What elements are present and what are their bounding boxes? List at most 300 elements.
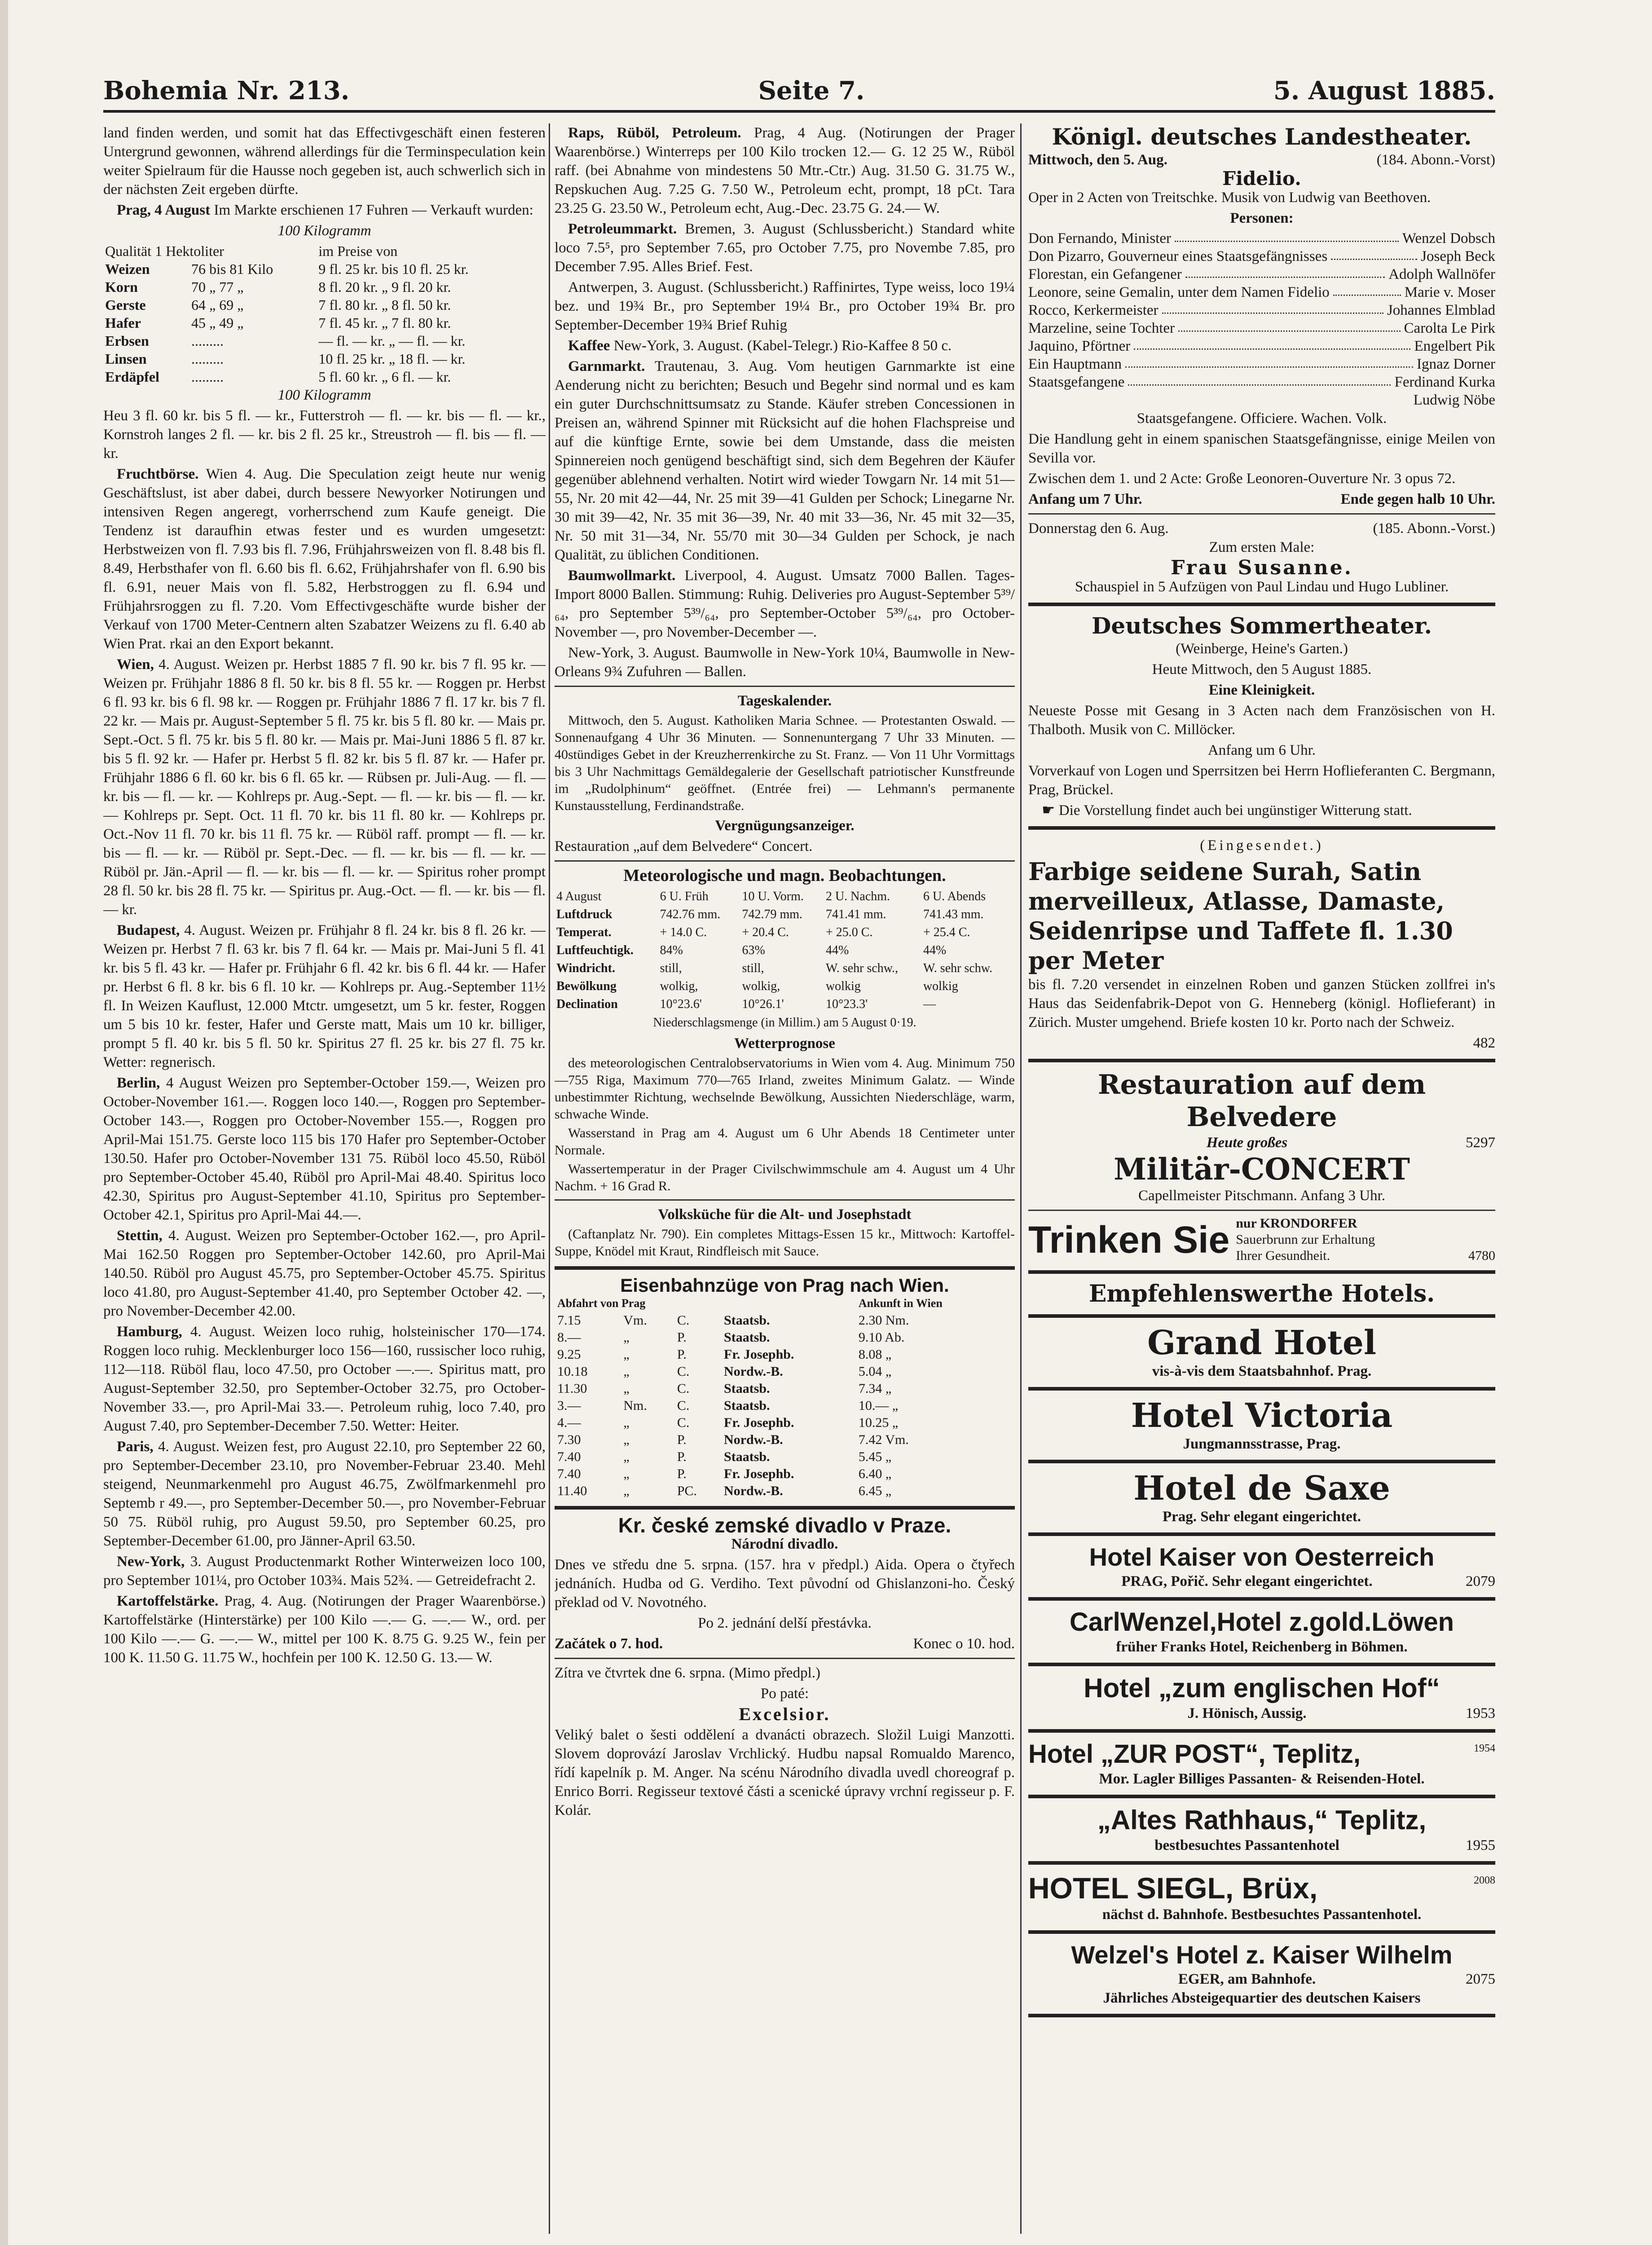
- table-cell: 10.— „: [858, 1398, 899, 1413]
- budapest-report: [103, 921, 546, 1072]
- table-row: [103, 296, 546, 314]
- role: Rocco, Kerkermeister: [1028, 302, 1159, 318]
- hotel-subrow: [1028, 1836, 1495, 1855]
- issue-date: 5. August 1885.: [1273, 76, 1495, 106]
- section-text: 4. August. Weizen pr. Frühjahr 8 fl. 24 kr. bis 8 fl. 26 kr. — Weizen pr. Herbst 7 fl. 63 kr. bis 7 fl. 64 kr. — Mais pr. Mai-Juni 5 fl. 41 kr. bis 5 fl. 43 kr. — Hafer pr. Frühjahr 6 fl. 42 kr. bis 6 fl. 44 kr. — Hafer pr. Herbst 6 fl. 8 kr. bis 6 fl. 10 kr. — Kohlreps pr. Aug.-September 11½ fl. In Weizen Kauflust, 12.000 Mtctr. umgesetzt, um 5 kr. fester, Roggen um 5 bis 10 kr. fester, Hafer und Gerste matt, Mais um 10 kr. billiger, prompt 5 fl. 40 kr. bis 5 fl. 50 kr. Spiritus 27 fl. 25 kr. bis 27 fl. 75 kr. Wetter: regnerisch.: [103, 922, 546, 1070]
- belvedere-sub: Capellmeister Pitschmann. Anfang 3 Uhr.: [1138, 1188, 1385, 1204]
- divider: [555, 1199, 1015, 1201]
- actor: Carolta Le Pirk: [1404, 320, 1495, 336]
- table-cell: Nordw.-B.: [724, 1432, 783, 1447]
- table-cell: Luftdruck: [556, 907, 612, 921]
- czech-theatre-tomorrow: Zítra ve čtvrtek dne 6. srpna. (Mimo předpl.): [555, 1665, 820, 1681]
- cast-row: [1028, 247, 1495, 265]
- vergnuegung-title: Vergnügungsanzeiger.: [715, 818, 855, 834]
- hotel-name: Grand Hotel: [1147, 1324, 1377, 1362]
- table-cell: 7.40: [557, 1466, 581, 1481]
- actor: Ludwig Nöbe: [1413, 392, 1495, 408]
- unit-label: 100 Kilogramm: [278, 387, 371, 403]
- table-cell: 7 fl. 80 kr. „ 8 fl. 50 kr.: [318, 297, 451, 313]
- section-text: Prag, 4. Aug. (Notirungen der Prager Waarenbörse.) Kartoffelstärke (Hinterstärke) per 100 Kilo —.— G. —.— W., ord. per 100 Kilo —.— G. —.— W., mittel per 100 K. 8.75 G. 9.25 W., fein per 100 K. 11.50 G. 11.75 W., hochfein per 100 K. 12.50 G. 13.— W.: [103, 1593, 546, 1666]
- table-cell: 4.—: [557, 1415, 581, 1430]
- table-cell: 741.43 mm.: [923, 907, 984, 921]
- table-row: [103, 332, 546, 350]
- divider: [555, 686, 1015, 687]
- table-cell: Fr. Josephb.: [724, 1466, 794, 1481]
- role: Staatsgefangene: [1028, 374, 1125, 390]
- wetter-text: des meteorologischen Centralobservatoriums in Wien vom 4. Aug. Minimum 750—755 Riga, Maximum 770—765 Irland, zweites Minimum Galatz. — Winde unbestimmter Richtung, wechselnde Bewölkung, Aussichten Niederschläge, warm, schwache Winde.: [555, 1056, 1015, 1122]
- sommertheater-vorverkauf: Vorverkauf von Logen und Sperrsitzen bei Herrn Hoflieferanten C. Bergmann, Prag, Brückel.: [1028, 763, 1495, 798]
- kalender-text: Mittwoch, den 5. August. Katholiken Maria Schnee. — Protestanten Oswald. — Sonnenaufgang 4 Uhr 36 Minuten. — Sonnenuntergang 7 Uhr 33 Minuten. — 40stündiges Gebet in der Kreuzherrenkirche zu St. Franz. — Von 11 Uhr Vormittags bis 3 Uhr Nachmittags Gemäldegalerie der Gesellschaft patriotischer Kunstfreunde im „Rudolphinum“ geöffnet. (Entrée frei) — Lehmann's permanente Kunstausstellung, Ferdinandstraße.: [555, 713, 1015, 813]
- table-cell: 76 bis 81 Kilo: [191, 261, 273, 277]
- table-cell: Nm.: [623, 1398, 647, 1413]
- table-header: Ankunft in Wien: [858, 1297, 943, 1310]
- note-text: Die Vorstellung findet auch bei ungünstiger Witterung statt.: [1058, 802, 1412, 819]
- berlin-report: [103, 1074, 546, 1224]
- table-cell: .........: [191, 369, 224, 385]
- role: Leonore, seine Gemalin, unter dem Namen Fidelio: [1028, 284, 1330, 300]
- section-head: Kaffee: [568, 338, 610, 354]
- table-cell: 84%: [660, 943, 683, 957]
- ad-number: 2079: [1466, 1573, 1495, 1589]
- cast-row: [1028, 355, 1495, 373]
- hotel-ad: [1028, 1940, 1495, 2007]
- czech-theatre-times: [555, 1634, 1015, 1653]
- role: Don Fernando, Minister: [1028, 230, 1172, 247]
- table-cell: 7.34 „: [858, 1381, 892, 1396]
- raps-report: [555, 123, 1015, 218]
- train-table: [555, 1295, 1015, 1500]
- date: Mittwoch, den 5. Aug.: [1028, 152, 1167, 168]
- hotel-sub: EGER, am Bahnhofe.: [1178, 1971, 1316, 1987]
- czech-theatre-title: Kr. české zemské divadlo v Praze.: [618, 1514, 952, 1537]
- actor: Joseph Beck: [1421, 248, 1495, 264]
- hotel-ad: [1028, 1673, 1495, 1723]
- ad-number: 1955: [1466, 1837, 1495, 1853]
- section-text: 3. August Productenmarkt Rother Winterweizen loco 100, pro September 101¼, pro October 103¾. Mais 52¾. — Getreidefracht 2.: [103, 1554, 546, 1589]
- table-cell: C.: [677, 1313, 690, 1328]
- hotel-sub: J. Hönisch, Aussig.: [1187, 1705, 1307, 1721]
- table-row: [555, 1448, 1015, 1466]
- prag-market: [103, 201, 546, 220]
- divider: [1028, 1210, 1495, 1211]
- header-rule: [103, 110, 1495, 113]
- sommertheater-note: [1028, 801, 1495, 820]
- table-cell: Staatsb.: [724, 1313, 770, 1328]
- hotel-subrow: [1028, 1572, 1495, 1591]
- table-cell: + 25.0 C.: [825, 925, 873, 939]
- hotel-subrow: [1028, 1970, 1495, 1989]
- czech-theatre-sub: Národní divadlo.: [731, 1536, 838, 1552]
- table-cell: 7 fl. 45 kr. „ 7 fl. 80 kr.: [318, 315, 451, 331]
- actor: Ferdinand Kurka: [1394, 374, 1495, 390]
- table-cell: 10°23.3': [825, 997, 868, 1011]
- table-row: [555, 1466, 1015, 1483]
- opera-desc: Oper in 2 Acten von Treitschke. Musik von Ludwig van Beethoven.: [1028, 189, 1431, 206]
- fruchtboerse: [103, 465, 546, 653]
- kaffee-report: [555, 336, 1015, 355]
- divider: [1028, 1059, 1495, 1062]
- table-cell: Fr. Josephb.: [724, 1347, 794, 1362]
- actor: Johannes Elmblad: [1387, 302, 1495, 318]
- divider: [1028, 1729, 1495, 1733]
- table-header-row: [103, 242, 546, 260]
- table-cell: Temperat.: [556, 925, 612, 939]
- table-cell: Staatsb.: [724, 1381, 770, 1396]
- section-head: Paris,: [117, 1439, 154, 1455]
- ad-number: 4780: [1468, 1248, 1495, 1263]
- cast-row: [1028, 391, 1495, 409]
- cast-row: [1028, 319, 1495, 337]
- czech-theatre-text: Dnes ve středu dne 5. srpna. (157. hra v předpl.) Aida. Opera o čtyřech jednáních. Hudba od G. Verdiho. Text původní od Ghislanzoni-ho. Český překlad od V. Novotného.: [555, 1557, 1015, 1611]
- table-cell: C.: [677, 1398, 690, 1413]
- section-head: Fruchtbörse.: [117, 466, 199, 482]
- silk-ad-text: bis fl. 7.20 versendet in einzelnen Roben und ganzen Stücken zollfrei in's Haus das Seidenfabrik-Depot von G. Henneberg (königl. Hoflieferant) in Zürich. Muster umgehend. Briefe kosten 10 kr. Porto nach der Schweiz.: [1028, 977, 1495, 1030]
- table-header: Abfahrt von Prag: [557, 1297, 646, 1310]
- section-head: Raps, Rüböl, Petroleum.: [568, 125, 741, 141]
- dot-leader: [1178, 319, 1401, 332]
- divider: [1028, 2014, 1495, 2017]
- table-cell: wolkig,: [742, 979, 780, 993]
- table-cell: 742.76 mm.: [660, 907, 721, 921]
- role: Ein Hauptmann: [1028, 356, 1122, 372]
- hotel-ad: [1028, 1805, 1495, 1855]
- table-cell: 7.30: [557, 1432, 581, 1447]
- table-header: [721, 1295, 856, 1312]
- hotel-subrow: [1028, 1704, 1495, 1723]
- play-desc: Schauspiel in 5 Aufzügen von Paul Lindau und Hugo Lubliner.: [1075, 579, 1449, 595]
- table-row: [555, 906, 1015, 924]
- table-cell: + 20.4 C.: [742, 925, 789, 939]
- newyork-report: [103, 1552, 546, 1590]
- silk-ad-title: Farbige seidene Surah, Satin merveilleux, Atlasse, Damaste, Seidenripse und Taffete fl. 1.30 per Meter: [1028, 857, 1453, 975]
- cast-row: [1028, 265, 1495, 283]
- table-row: [555, 1431, 1015, 1448]
- table-cell: 5 fl. 60 kr. „ 6 fl. — kr.: [318, 369, 451, 385]
- section-text: 4. August. Weizen pr. Herbst 1885 7 fl. 90 kr. bis 7 fl. 95 kr. — Weizen pr. Frühjahr 1886 8 fl. 50 kr. bis 8 fl. 55 kr. — Roggen pr. Herbst 6 fl. 93 kr. bis 6 fl. 98 kr. — Roggen pr. Frühjahr 1886 7 fl. 17 kr. bis 7 fl. 22 kr. — Mais pr. August-September 5 fl. 75 kr. bis 5 fl. 80 kr. — Mais pr. Sept.-Oct. 5 fl. 75 kr. bis 5 fl. 80 kr. — Mais pr. Mai-Juni 1886 5 fl. 87 kr. bis 5 fl. 92 kr. — Hafer pr. Herbst 5 fl. 82 kr. bis 5 fl. 87 kr. — Hafer pr. Frühjahr 1886 6 fl. 60 kr. bis 6 fl. 65 kr. — Rübsen pr. Juli-Aug. — fl. — kr. bis — fl. — kr. — Kohlreps pr. Aug.-Sept. — fl. — kr. bis — fl. — kr. — Kohlreps pr. Sept. Oct. 11 fl. 70 kr. bis 11 fl. 80 kr. — Kohlreps pr. Oct.-Nov 11 fl. 70 kr. bis 11 fl. 75 kr. — Rüböl raff. prompt — fl. — kr. bis — fl. — kr. — Rüböl pr. Sept.-Dec. — fl. — kr. bis — fl. — kr. — Rüböl pr. Jän.-April — fl. — kr. bis — fl. — kr. — Spiritus roher prompt 28 fl. 50 kr. bis 28 fl. 75 kr. — Spiritus pr. Aug.-Oct. — fl. — kr. bis — fl. — kr.: [103, 656, 546, 918]
- table-cell: 11.40: [557, 1483, 587, 1498]
- role: Florestan, ein Gefangener: [1028, 266, 1182, 282]
- table-cell: + 25.4 C.: [923, 925, 970, 939]
- wassertemperatur: Wassertemperatur in der Prager Civilschwimmschule am 4. August um 4 Uhr Nachm. + 16 Grad R.: [555, 1162, 1015, 1193]
- actor: Ignaz Dorner: [1417, 356, 1495, 372]
- antwerpen-report: Antwerpen, 3. August. (Schlussbericht.) Raffinirtes, Type weiss, loco 19¼ bez. und 19¾ Br., pro September 19¼ Br., pro October 19¾ Br. pro September-December 19¾ Brief Ruhig: [555, 279, 1015, 333]
- section-text: New-York, 3. August. (Kabel-Telegr.) Rio-Kaffee 8 50 c.: [613, 338, 952, 354]
- table-cell: 10 fl. 25 kr. „ 18 fl. — kr.: [318, 351, 466, 367]
- hotel-name: Hotel „ZUR POST“, Teplitz,: [1028, 1739, 1361, 1769]
- sommertheater-begin: Anfang um 6 Uhr.: [1207, 742, 1316, 758]
- wetter-title: Wetterprognose: [734, 1035, 835, 1052]
- divider: [555, 1266, 1015, 1270]
- table-header: 4 August: [556, 889, 602, 903]
- table-header-row: [555, 1295, 1015, 1312]
- table-cell: „: [623, 1432, 630, 1447]
- table-cell: 5.04 „: [858, 1364, 892, 1379]
- table-cell: Declination: [556, 997, 618, 1011]
- table-row: [555, 1312, 1015, 1329]
- section-text: Liverpool, 4. August. Umsatz 7000 Ballen. Tages-Import 8000 Ballen. Stimmung: Ruhig. Deliveries pro August-September 5³⁹/₆₄, pro September 5³⁹/₆₄, pro September-October 5³⁹/₆₄, pro October-November —, pro November-December —.: [555, 568, 1015, 640]
- train-title: Eisenbahnzüge von Prag nach Wien.: [620, 1275, 949, 1296]
- page-edge: [0, 0, 8, 2245]
- table-cell: C.: [677, 1415, 690, 1430]
- start-time: Začátek o 7. hod.: [555, 1636, 663, 1652]
- hotel-sub: vis-à-vis dem Staatsbahnhof. Prag.: [1152, 1363, 1372, 1379]
- hotel-tagline: Jährliches Absteigequartier des deutschen Kaisers: [1103, 1990, 1421, 2006]
- kartoffel-report: [103, 1592, 546, 1667]
- sommertheater-desc: Neueste Posse mit Gesang in 3 Acten nach dem Französischen von H. Thalboth. Musik von C. Millöcker.: [1028, 703, 1495, 738]
- ad-number: 1953: [1466, 1705, 1495, 1721]
- end-time: Ende gegen halb 10 Uhr.: [1340, 491, 1495, 507]
- divider: [1028, 1597, 1495, 1601]
- divider: [1028, 603, 1495, 606]
- table-cell: P.: [677, 1330, 687, 1345]
- table-cell: 10.18: [557, 1364, 588, 1379]
- dot-leader: [1331, 247, 1417, 260]
- table-cell: P.: [677, 1466, 687, 1481]
- ad-number: 2008: [1474, 1875, 1495, 1886]
- table-cell: 5.45 „: [858, 1449, 892, 1464]
- section-text: Prag, 4 Aug. (Notirungen der Prager Waarenbörse.) Winterreps per 100 Kilo trocken 12.— G. 12 25 W., Rüböl raff. (bei Abnahme von mindestens 50 Mtr.-Ctr.) Aug. 31.50 G. 31.75 W., Repskuchen Aug. 7.25 G. 7.50 W., Petroleum echt, prompt, 18 pCt. Tara 23.25 G. 23.50 W., Petroleum echt, Aug.-Dec. 23.75 G. 24.— W.: [555, 125, 1015, 216]
- cast-row: [1028, 301, 1495, 319]
- landestheater-date: [1028, 150, 1495, 169]
- table-cell: Windricht.: [556, 961, 615, 975]
- newyork-baumwolle: New-York, 3. August. Baumwolle in New-York 10¼, Baumwolle in New-Orleans 9¾ Zufuhren — Ballen.: [555, 645, 1015, 680]
- table-row: [555, 1483, 1015, 1500]
- niederschlag: Niederschlagsmenge (in Millim.) am 5 August 0·19.: [653, 1016, 916, 1030]
- table-cell: 10°26.1': [742, 997, 784, 1011]
- cast-row: [1028, 373, 1495, 391]
- column-markets: [103, 123, 546, 2234]
- table-row: [555, 1380, 1015, 1397]
- table-row: [555, 924, 1015, 942]
- ad-number: 5297: [1466, 1135, 1495, 1151]
- column-divider: [1020, 123, 1022, 2234]
- column-news: [555, 123, 1015, 2234]
- table-cell: 44%: [923, 943, 947, 957]
- meteo-table: [555, 888, 1015, 1013]
- table-cell: 10°23.6': [660, 997, 702, 1011]
- table-cell: still,: [742, 961, 764, 975]
- table-row: [555, 942, 1015, 960]
- table-cell: Nordw.-B.: [724, 1483, 783, 1498]
- hotels-title: Empfehlenswerthe Hotels.: [1088, 1280, 1435, 1307]
- actor: Engelbert Pik: [1414, 338, 1495, 354]
- czech-theatre-ballet: Veliký balet o šesti oddělení a dvanácti obrazech. Složil Luigi Manzotti. Slovem doprovází Jaroslav Vrchlický. Hudbu napsal Romualdo Marenco, řídí kapelník p. M. Anger. Na scénu Národního divadla uvedl choreograf p. Enrico Borri. Regisseur textové části a scenické úpravy vrchní regisseur p. F. Kolár.: [555, 1727, 1015, 1818]
- date: Donnerstag den 6. Aug.: [1028, 520, 1169, 537]
- section-text: 4. August. Weizen pro September-October 162.—, pro April-Mai 162.50 Roggen pro September-October 142.60, pro April-Mai 140.50. Rüböl pro August 45.75, pro September-October 45.75. Spiritus loco 41.80, pro August-September 41.40, pro September October 42. —, pro November-December 42.00.: [103, 1228, 546, 1319]
- stettin-report: [103, 1226, 546, 1321]
- dot-leader: [1185, 265, 1385, 278]
- hotel-ad: [1028, 1542, 1495, 1591]
- section-head: New-York,: [117, 1554, 185, 1570]
- eingesendet-label: (Eingesendet.): [1200, 837, 1324, 854]
- hotel-sub: nächst d. Bahnhofe. Bestbesuchtes Passantenhotel.: [1102, 1906, 1422, 1923]
- show-times: [1028, 490, 1495, 509]
- hotel-sub: früher Franks Hotel, Reichenberg in Böhmen.: [1116, 1639, 1408, 1655]
- dot-leader: [1134, 337, 1410, 350]
- table-cell: 11.30: [557, 1381, 587, 1396]
- table-cell: C.: [677, 1381, 690, 1396]
- table-row: [555, 1397, 1015, 1414]
- abonn: (184. Abonn.-Vorst): [1376, 152, 1495, 168]
- table-header: Qualität 1 Hektoliter: [105, 243, 224, 259]
- table-cell: 9 fl. 25 kr. bis 10 fl. 25 kr.: [318, 261, 469, 277]
- page-number: Seite 7.: [758, 76, 865, 106]
- divider: [1028, 1532, 1495, 1536]
- trinken-line: nur KRONDORFER: [1236, 1216, 1357, 1231]
- hotel-name: Hotel Kaiser von Oesterreich: [1089, 1543, 1435, 1571]
- table-cell: —: [923, 997, 936, 1011]
- table-row: [555, 995, 1015, 1013]
- trinken-big: Trinken Sie: [1028, 1219, 1230, 1261]
- table-cell: 8.—: [557, 1330, 581, 1345]
- role: Marzeline, seine Tochter: [1028, 320, 1175, 336]
- trinken-lines: [1229, 1215, 1495, 1264]
- ad-number: 482: [1473, 1035, 1495, 1051]
- trinken-ad: [1028, 1215, 1495, 1264]
- table-cell: „: [623, 1415, 630, 1430]
- table-row: [103, 260, 546, 278]
- divider: [555, 860, 1015, 862]
- hotel-ad: [1028, 1397, 1495, 1453]
- table-cell: 742.79 mm.: [742, 907, 803, 921]
- table-cell: „: [623, 1381, 630, 1396]
- table-header: 6 U. Abends: [923, 889, 986, 903]
- section-head: Hamburg,: [117, 1324, 182, 1340]
- dot-leader: [1032, 391, 1410, 404]
- kalender-title: Tageskalender.: [737, 693, 832, 709]
- table-cell: .........: [191, 333, 224, 349]
- table-cell: „: [623, 1347, 630, 1362]
- column-ads: [1028, 123, 1495, 2234]
- play-title: Frau Susanne.: [1171, 556, 1353, 579]
- section-text: Wien 4. Aug. Die Speculation zeigt heute nur wenig Geschäftslust, ist aber dabei, durch bessere Newyorker Notirungen und intensiven Regen angeregt, vorherrschend zum Kaufe geneigt. Die Tendenz ist daraufhin etwas fester und es wurden umgesetzt: Herbstweizen von fl. 7.93 bis fl. 7.96, Frühjahrsweizen von fl. 8.48 bis fl. 8.49, Herbsthafer von fl. 6.60 bis fl. 6.62, Frühjahrshafer von fl. 6.90 bis fl. 6.91, neuer Mais von fl. 5.82, Herbstroggen zu fl. 6.94 und Frühjahrsroggen zu fl. 7.20. Vom Effectivgeschäfte wurde bisher der Verkauf von 1700 Meter-Centnern alten Szabatzer Weizens zu fl. 6.40 ab Wien Prat. rkai an den Export bekannt.: [103, 466, 546, 652]
- table-cell: .........: [191, 351, 224, 367]
- staff-line: Staatsgefangene. Officiere. Wachen. Volk.: [1137, 410, 1387, 427]
- meteo-title: Meteorologische und magn. Beobachtungen.: [623, 866, 946, 885]
- table-cell: „: [623, 1466, 630, 1481]
- table-cell: Korn: [105, 279, 138, 295]
- table-cell: 7.42 Vm.: [858, 1432, 909, 1447]
- hotel-sub: Prag. Sehr elegant eingerichtet.: [1162, 1509, 1361, 1525]
- table-cell: W. sehr schw.: [923, 961, 993, 975]
- hotel-name: HOTEL SIEGL, Brüx,: [1028, 1871, 1318, 1905]
- cast-row: [1028, 283, 1495, 301]
- table-cell: „: [623, 1364, 630, 1379]
- dot-leader: [1175, 229, 1399, 242]
- table-row: [555, 1414, 1015, 1431]
- section-head: Baumwollmarkt.: [568, 568, 676, 584]
- section-head: Stettin,: [117, 1228, 163, 1244]
- table-cell: 2.30 Nm.: [858, 1313, 909, 1328]
- table-cell: „: [623, 1449, 630, 1464]
- section-text: Bremen, 3. August (Schlussbericht.) Standard white loco 7.5⁵, pro September 7.65, pro October 7.75, pro Novembe 7.85, pro December 7.95. Alles Brief. Fest.: [555, 221, 1015, 275]
- table-cell: 6.40 „: [858, 1466, 892, 1481]
- hotel-name: „Altes Rathhaus,“ Teplitz,: [1097, 1805, 1427, 1835]
- hotel-name: Welzel's Hotel z. Kaiser Wilhelm: [1071, 1941, 1453, 1969]
- ad-number: 1954: [1474, 1743, 1495, 1754]
- divider: [555, 1658, 1015, 1659]
- landestheater-title: Königl. deutsches Landestheater.: [1052, 123, 1472, 150]
- hotel-ad: [1028, 1871, 1495, 1924]
- table-row: [103, 278, 546, 296]
- table-cell: still,: [660, 961, 682, 975]
- table-cell: Erdäpfel: [105, 369, 159, 385]
- prag-head: Prag, 4 August: [117, 202, 211, 218]
- section-text: 4. August. Weizen fest, pro August 22.10, pro September 22 60, pro September-December 23.10, pro November-Februar 23.40. Mehl steigend, Neunmarkenmehl pro August 46.75, Zwölfmarkenmehl pro Septemb r 49.—, pro September-December 50.—, pro November-Februar 50 75. Rüböl ruhig, pro August 59.50, pro September 60.25, pro September-December 61.00, pro Jänner-April 63.50.: [103, 1439, 546, 1549]
- belvedere-subrow: [1028, 1133, 1495, 1152]
- newspaper-name: Bohemia Nr. 213.: [103, 76, 350, 106]
- hotel-ad: [1028, 1607, 1495, 1656]
- hotel-sub: bestbesuchtes Passantenhotel: [1154, 1837, 1339, 1853]
- table-cell: Linsen: [105, 351, 147, 367]
- section-head: Garnmarkt.: [568, 358, 645, 374]
- table-header: 2 U. Nachm.: [825, 889, 890, 903]
- table-cell: 70 „ 77 „: [191, 279, 244, 295]
- table-cell: 64 „ 69 „: [191, 297, 244, 313]
- first-time-label: Zum ersten Male:: [1209, 539, 1315, 555]
- table-cell: 44%: [825, 943, 849, 957]
- table-cell: 9.10 Ab.: [858, 1330, 905, 1345]
- table-cell: Hafer: [105, 315, 141, 331]
- start-time: Anfang um 7 Uhr.: [1028, 491, 1142, 507]
- table-cell: „: [623, 1483, 630, 1498]
- table-cell: Luftfeuchtigk.: [556, 943, 634, 957]
- table-cell: W. sehr schw.,: [825, 961, 899, 975]
- table-row: [103, 368, 546, 386]
- hotel-sub: PRAG, Pořič. Sehr elegant eingerichtet.: [1121, 1573, 1373, 1589]
- divider: [1028, 1795, 1495, 1798]
- divider: [1028, 1861, 1495, 1865]
- hotel-sub: Jungmannsstrasse, Prag.: [1183, 1436, 1341, 1452]
- table-cell: 8.08 „: [858, 1347, 892, 1362]
- sommertheater-loc: (Weinberge, Heine's Garten.): [1176, 641, 1348, 657]
- belvedere-title: Restauration auf dem Belvedere: [1097, 1069, 1426, 1133]
- divider: [1028, 513, 1495, 515]
- heu-prices: Heu 3 fl. 60 kr. bis 5 fl. — kr., Futterstroh — fl. — kr. bis — fl. — kr., Kornstroh langes 2 fl. — kr. bis 2 fl. 25 kr., Streustroh — fl. bis — fl. — kr.: [103, 408, 546, 462]
- table-cell: 63%: [742, 943, 765, 957]
- czech-theatre-pate: Po paté:: [760, 1686, 809, 1702]
- table-cell: C.: [677, 1364, 690, 1379]
- table-cell: 3.—: [557, 1398, 581, 1413]
- table-cell: 741.41 mm.: [825, 907, 886, 921]
- section-head: Berlin,: [117, 1075, 160, 1091]
- hotel-name: Hotel „zum englischen Hof“: [1084, 1673, 1440, 1703]
- section-head: Kartoffelstärke.: [117, 1593, 219, 1609]
- paris-report: [103, 1437, 546, 1550]
- role: Don Pizarro, Gouverneur eines Staatsgefängnisses: [1028, 248, 1328, 264]
- table-row: [103, 350, 546, 368]
- market-intro: land finden werden, und somit hat das Effectivgeschäft einen festeren Untergrund gewonnen, während allerdings für die Terminspeculation kein weiter Spielraum für die Hausse noch gegeben ist, auch schwerlich sich in der nächsten Zeit ergeben dürfte.: [103, 125, 546, 198]
- divider: [555, 1506, 1015, 1510]
- table-cell: — fl. — kr. „ — fl. — kr.: [318, 333, 466, 349]
- section-head: Budapest,: [117, 922, 180, 938]
- table-cell: Nordw.-B.: [724, 1364, 783, 1379]
- next-show-date: [1028, 519, 1495, 538]
- table-cell: P.: [677, 1449, 687, 1464]
- czech-theatre-break: Po 2. jednání delší přestávka.: [698, 1615, 872, 1631]
- trinken-line: Ihrer Gesundheit.: [1236, 1248, 1330, 1263]
- sommertheater-play: Eine Kleinigkeit.: [1208, 682, 1315, 698]
- prag-text: Im Markte erschienen 17 Fuhren — Verkauft wurden:: [214, 202, 533, 218]
- table-cell: 7.15: [557, 1313, 581, 1328]
- trinken-line: Sauerbrunn zur Erhaltung: [1236, 1232, 1375, 1247]
- table-cell: Gerste: [105, 297, 146, 313]
- table-cell: Bewölkung: [556, 979, 617, 993]
- garn-report: [555, 357, 1015, 564]
- militaer-concert: Militär-CONCERT: [1114, 1152, 1410, 1187]
- table-cell: 45 „ 49 „: [191, 315, 244, 331]
- ad-number: 2075: [1466, 1971, 1495, 1987]
